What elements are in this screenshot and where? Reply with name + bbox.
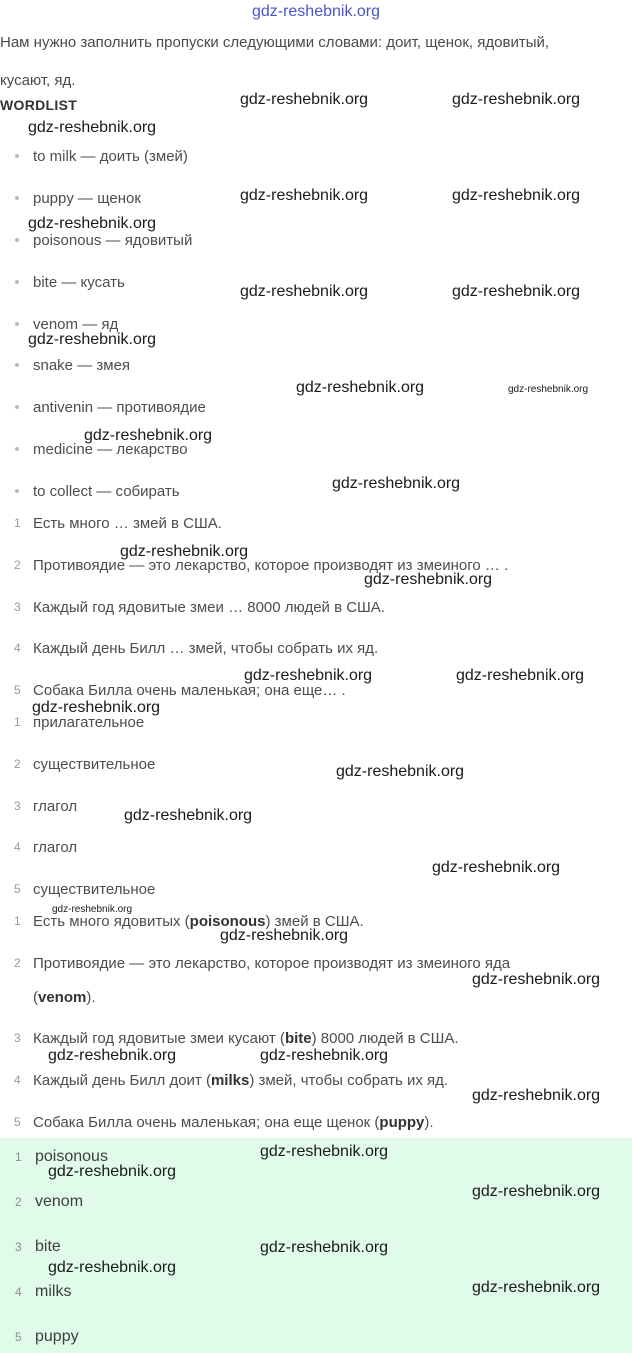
answers-block: 1 poisonous 2 venom 3 bite 4 milks 5 puppy: [0, 1138, 632, 1353]
bullet-icon: [15, 405, 19, 409]
watermark: gdz-reshebnik.org: [52, 904, 133, 915]
watermark: gdz-reshebnik.org: [240, 91, 369, 108]
watermark: gdz-reshebnik.org: [472, 1087, 601, 1104]
watermark: gdz-reshebnik.org: [296, 379, 425, 396]
watermark: gdz-reshebnik.org: [28, 331, 157, 348]
watermark: gdz-reshebnik.org: [48, 1163, 177, 1180]
watermark: gdz-reshebnik.org: [364, 571, 493, 588]
watermark: gdz-reshebnik.org: [260, 1047, 389, 1064]
watermark: gdz-reshebnik.org: [452, 283, 581, 300]
site-header[interactable]: gdz-reshebnik.org: [251, 3, 381, 20]
watermark: gdz-reshebnik.org: [336, 763, 465, 780]
watermark: gdz-reshebnik.org: [120, 543, 249, 560]
watermark: gdz-reshebnik.org: [240, 187, 369, 204]
watermark: gdz-reshebnik.org: [508, 384, 589, 395]
bullet-icon: [15, 363, 19, 367]
answer-word: bite: [284, 1030, 312, 1047]
bullet-icon: [15, 489, 19, 493]
watermark: gdz-reshebnik.org: [332, 475, 461, 492]
bullet-icon: [15, 280, 19, 284]
watermark: gdz-reshebnik.org: [472, 1183, 601, 1200]
watermark: gdz-reshebnik.org: [452, 187, 581, 204]
watermark: gdz-reshebnik.org: [240, 283, 369, 300]
watermark: gdz-reshebnik.org: [472, 1279, 601, 1296]
bullet-icon: [15, 196, 19, 200]
intro-line-2: кусают, яд.: [0, 72, 76, 89]
bullet-icon: [15, 322, 19, 326]
bullet-icon: [15, 447, 19, 451]
watermark: gdz-reshebnik.org: [84, 427, 213, 444]
answer-word: venom: [38, 989, 87, 1006]
watermark: gdz-reshebnik.org: [32, 699, 161, 716]
watermark: gdz-reshebnik.org: [28, 215, 157, 232]
bullet-icon: [15, 238, 19, 242]
bullet-icon: [15, 154, 19, 158]
watermark: gdz-reshebnik.org: [456, 667, 585, 684]
watermark: gdz-reshebnik.org: [28, 119, 157, 136]
watermark: gdz-reshebnik.org: [472, 971, 601, 988]
watermark: gdz-reshebnik.org: [432, 859, 561, 876]
answer-word: puppy: [379, 1114, 425, 1131]
watermark: gdz-reshebnik.org: [244, 667, 373, 684]
watermark: gdz-reshebnik.org: [260, 1239, 389, 1256]
watermark: gdz-reshebnik.org: [48, 1047, 177, 1064]
watermark: gdz-reshebnik.org: [260, 1143, 389, 1160]
answer-word: milks: [210, 1072, 250, 1089]
wordlist-title: WORDLIST: [0, 97, 78, 113]
intro-line-1: Нам нужно заполнить пропуски следующими словами: доит, щенок, ядовитый,: [0, 34, 550, 51]
watermark: gdz-reshebnik.org: [452, 91, 581, 108]
watermark: gdz-reshebnik.org: [48, 1259, 177, 1276]
watermark: gdz-reshebnik.org: [124, 807, 253, 824]
answer-word: poisonous: [189, 913, 266, 930]
watermark: gdz-reshebnik.org: [220, 927, 349, 944]
